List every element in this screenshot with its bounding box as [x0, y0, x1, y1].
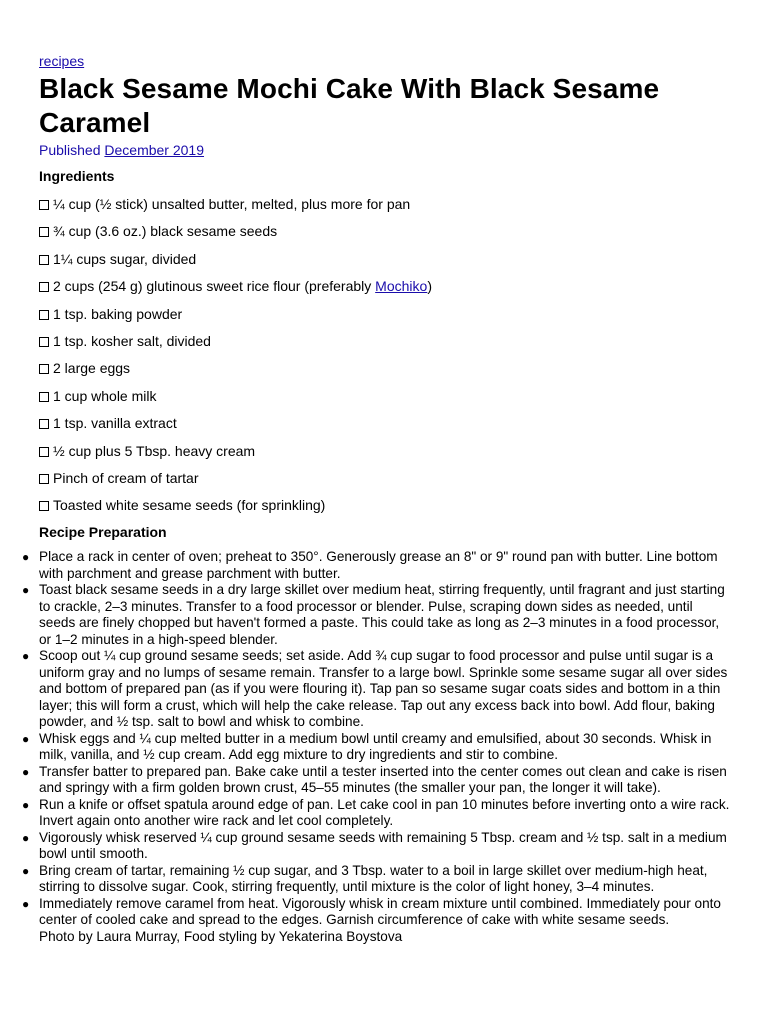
ingredient-text: Pinch of cream of tartar: [53, 469, 199, 486]
checkbox[interactable]: [39, 310, 49, 320]
published-line: [39, 141, 739, 159]
ingredient-text: ½ cup plus 5 Tbsp. heavy cream: [53, 442, 256, 459]
step-item: [22, 829, 739, 863]
checkbox[interactable]: [39, 501, 49, 511]
photo-credit: Photo by Laura Murray, Food styling by Yekaterina Boystova: [39, 928, 403, 944]
bullet-icon: ●: [22, 863, 30, 878]
ingredient-text: 1 tsp. vanilla extract: [53, 415, 177, 432]
step-text: Scoop out ¼ cup ground sesame seeds; set aside. Add ¾ cup sugar to food processor and pulse until sugar is a uniform gray and no lumps of sesame remain. Transfer to a large bowl. Sprinkle some sesame sugar all over sides and bottom of prepared pan (as if you were flouring it). Tap pan so sesame sugar coats sides and bottom in a thin layer; this will form a crust, which will help the cake release. Tap out any excess back into bowl. Add flour, baking powder, and ½ tsp. salt to bowl and whisk to combine.: [39, 648, 728, 730]
ingredient-text-suffix: ): [427, 278, 432, 295]
checkbox[interactable]: [39, 337, 49, 347]
step-item: [22, 895, 739, 929]
ingredient-text: 1 tsp. baking powder: [53, 305, 183, 322]
checkbox[interactable]: [39, 419, 49, 429]
ingredients-heading: Ingredients: [39, 168, 115, 184]
checkbox[interactable]: [39, 227, 49, 237]
published-label: Published: [39, 142, 101, 158]
step-text: Immediately remove caramel from heat. Vigorously whisk in cream mixture until combined. Immediately pour onto center of cooled cake and spread to the edges. Garnish circumference of cake with white sesame seeds.: [39, 895, 721, 928]
ingredient-item: [39, 469, 739, 487]
step-text: Whisk eggs and ¼ cup melted butter in a medium bowl until creamy and emulsified, about 30 seconds. Whisk in milk, vanilla, and ½ cup cream. Add egg mixture to dry ingredients and stir to combine.: [39, 730, 712, 763]
checkbox[interactable]: [39, 447, 49, 457]
checkbox[interactable]: [39, 392, 49, 402]
checkbox[interactable]: [39, 282, 49, 292]
step-item: [22, 862, 739, 896]
ingredient-item: [39, 222, 739, 240]
checkbox[interactable]: [39, 474, 49, 484]
step-text: Vigorously whisk reserved ¼ cup ground sesame seeds with remaining 5 Tbsp. cream and ½ tsp. salt in a medium bowl until smooth.: [39, 829, 727, 862]
step-text: Bring cream of tartar, remaining ½ cup sugar, and 3 Tbsp. water to a boil in large skillet over medium-high heat, stirring to dissolve sugar. Cook, stirring frequently, until mixture is the color of light honey, 3–4 minutes.: [39, 862, 708, 895]
bullet-icon: ●: [22, 797, 30, 812]
ingredient-item: [39, 305, 739, 323]
ingredient-item: [39, 387, 739, 405]
checkbox[interactable]: [39, 364, 49, 374]
breadcrumb: [39, 52, 739, 70]
ingredient-item: [39, 250, 739, 268]
step-item: [22, 763, 739, 797]
ingredient-text: 1 cup whole milk: [53, 387, 157, 404]
ingredient-text: 2 cups (254 g) glutinous sweet rice flour (preferably: [53, 278, 376, 295]
mochiko-link[interactable]: Mochiko: [375, 278, 428, 295]
page-title: Black Sesame Mochi Cake With Black Sesame Caramel: [39, 73, 660, 138]
ingredient-item: [39, 414, 739, 432]
bullet-icon: ●: [22, 550, 30, 565]
step-text: Place a rack in center of oven; preheat to 350°. Generously grease an 8" or 9" round pan with butter. Line bottom with parchment and grease parchment with butter.: [39, 549, 718, 581]
ingredient-item: [39, 195, 739, 213]
bullet-icon: ●: [22, 764, 30, 779]
recipe-article: [22, 52, 739, 945]
bullet-icon: ●: [22, 830, 30, 845]
step-text: Transfer batter to prepared pan. Bake cake until a tester inserted into the center comes out clean and cake is risen and springy with a firm golden brown crust, 45–55 minutes (the smaller your pan, the longer it will take).: [39, 763, 727, 796]
ingredient-item: [39, 496, 739, 514]
published-date-link[interactable]: December 2019: [104, 142, 205, 158]
step-text: Run a knife or offset spatula around edge of pan. Let cake cool in pan 10 minutes before inverting onto a wire rack. Invert again onto another wire rack and let cool completely.: [39, 796, 730, 829]
ingredients-list: [39, 195, 739, 514]
bullet-icon: ●: [22, 896, 30, 911]
step-item: [22, 796, 739, 830]
step-item: [22, 648, 739, 731]
step-item: [22, 549, 739, 582]
ingredient-item: [39, 442, 739, 460]
bullet-icon: ●: [22, 731, 30, 746]
ingredient-text: 1 tsp. kosher salt, divided: [53, 332, 211, 349]
ingredient-text: ¾ cup (3.6 oz.) black sesame seeds: [53, 223, 278, 240]
bullet-icon: ●: [22, 649, 30, 664]
ingredient-text: ¼ cup (½ stick) unsalted butter, melted, plus more for pan: [53, 196, 411, 212]
checkbox[interactable]: [39, 200, 49, 210]
preparation-heading: Recipe Preparation: [39, 524, 167, 541]
preparation-steps: [22, 549, 739, 929]
step-text: Toast black sesame seeds in a dry large skillet over medium heat, stirring frequently, until fragrant and just starting to crackle, 2–3 minutes. Transfer to a food processor or blender. Pulse, scraping down sides as needed, until seeds are finely chopped but haven't formed a paste. This could take as long as 2–3 minutes in a food processor, or 1–2 minutes in a high-speed blender.: [39, 582, 725, 647]
ingredient-item: [39, 277, 739, 295]
step-item: [22, 582, 739, 648]
ingredient-item: [39, 332, 739, 350]
breadcrumb-link-recipes[interactable]: recipes: [39, 53, 85, 69]
ingredient-text: 1¼ cups sugar, divided: [53, 250, 197, 267]
step-item: [22, 730, 739, 764]
ingredient-text: 2 large eggs: [53, 360, 131, 377]
ingredient-item: [39, 359, 739, 377]
checkbox[interactable]: [39, 255, 49, 265]
ingredient-text: Toasted white sesame seeds (for sprinkling): [53, 497, 326, 514]
bullet-icon: ●: [22, 583, 30, 598]
